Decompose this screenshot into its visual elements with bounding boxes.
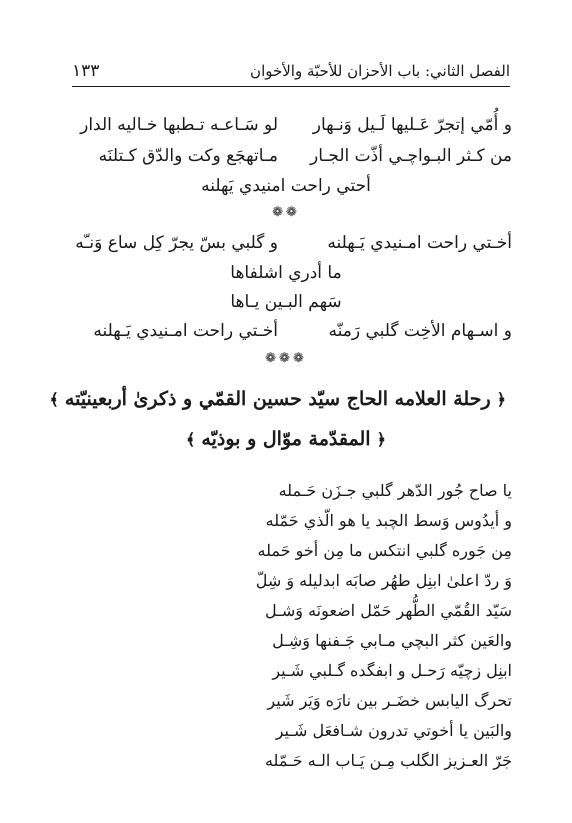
chapter-title: الفصل الثاني: باب الأحزان للأحبّة والأخوان	[250, 62, 510, 80]
center-line-2: سَهم البـين يـاها	[230, 292, 342, 312]
poem-line-10: جَرّ العـزيز الگلب مِـن يَـاب الـه حَـمّله	[264, 751, 512, 770]
poem-line-9: والبَين يا أخوتي تدرون شـافعَل شَـير	[275, 721, 512, 740]
verse-2-left: مـاتهجَع وكت والدّق كـتلنَه	[98, 146, 278, 166]
page-number: ١٣٣	[72, 61, 100, 81]
ornament-divider-1: ❁❁	[272, 205, 300, 220]
refrain-line: أحتي راحت امنيدي يَهلنه	[201, 176, 371, 196]
ornament-icon: ﴾	[49, 390, 59, 409]
ornament-icon: ﴿	[376, 430, 386, 449]
poem-line-3: مِن جَوره گلبي انتكس ما مِن أخو حَمله	[257, 541, 512, 560]
section-title	[49, 384, 512, 415]
verse-4-right: و اسـهام الأخِت گلبي رَمنّه	[328, 321, 512, 341]
subsection-title-text: المقدّمة موّال و بوذيّه	[201, 428, 371, 450]
center-line-1: ما أدري اشلفاها	[230, 263, 342, 283]
subsection-title	[60, 424, 512, 455]
ornament-divider-2: ❁❁❁	[265, 351, 307, 366]
verse-3-right: أخـتي راحت امـنيدي يَـهلنه	[327, 233, 512, 253]
ornament-icon: ﴾	[186, 430, 196, 449]
running-header	[72, 58, 510, 84]
ornament-icon: ﴿	[496, 390, 506, 409]
poem-line-6: والعَين كثر البچي مـابي جَـفنها وَشِـل	[272, 631, 512, 650]
poem-line-2: و أيدُوس وَسط الچبد يا هو الّذي حَمّله	[265, 511, 512, 530]
verse-2-right: من كـثر البـواچـي أذّت الجـار	[310, 146, 512, 166]
verse-1-right: و أُمّي إتجرّ عَـليها لَـيل وَنـهار	[312, 115, 512, 135]
header-rule	[72, 86, 510, 87]
verse-3-left: و گلبي بسّ يجرّ كِل ساع وَنـّه	[75, 233, 278, 253]
verse-1-left: لو سَـاعـه تـطبها خـاليه الدار	[80, 115, 278, 135]
poem-line-7: ابنِل زچيّه رَحـل و ابفگده گـلبي شَـير	[272, 661, 512, 680]
verse-4-left: أخـتي راحت امـنيدي يَـهلنه	[93, 321, 278, 341]
poem-line-4: وَ ردّ اعلىٰ ابنِل طهُر صابَه ابدليله وَ شِلّ	[255, 571, 512, 590]
poem-line-8: تحرگ اليابس خضَـر بين نارَه وَيَر شَير	[267, 691, 512, 710]
poem-line-5: سَيّد القُمّي الطُّهر حَمّل اضعونَه وَشـل	[265, 601, 512, 620]
poem-line-1: يا صاح جُور الدّهر گلبي جـزَن حَـمله	[278, 481, 512, 500]
section-title-text: رحلة العلامه الحاج سيّد حسين القمّي و ذكرىٰ أربعينيّته	[64, 388, 491, 410]
